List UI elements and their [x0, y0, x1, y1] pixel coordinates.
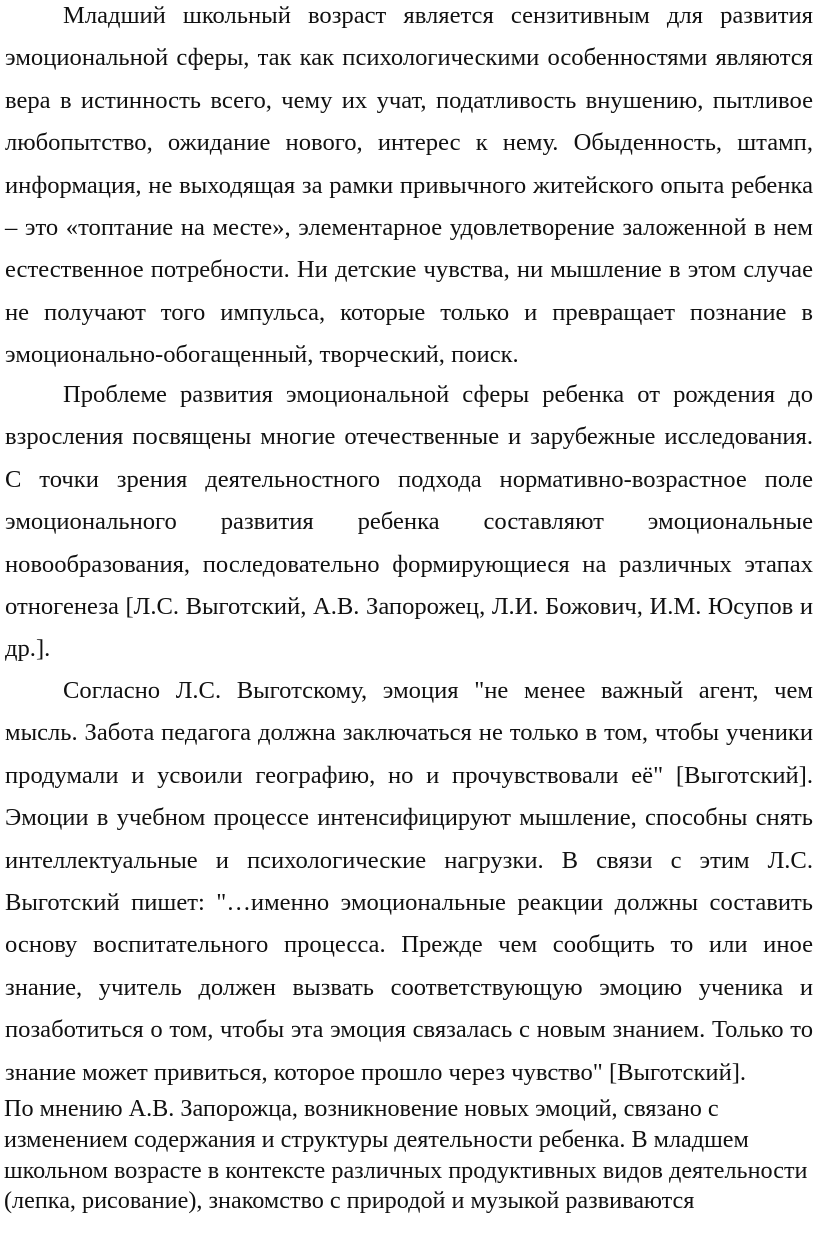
paragraph-research-overview: Проблеме развития эмоциональной сферы ребенка от рождения до взросления посвящены многие отечественные и зарубежные исследования. С точки зрения деятельностного подхода нормативно-возрастное поле эмоционального развития ребенка составляют эмоциональные новообразования, последовательно формирующиеся на различных этапах отногенеза [Л.С. Выготский, А.В. Запорожец, Л.И. Божович, И.М. Юсупов и др.]. — [5, 381, 813, 663]
paragraph-vygotsky-emotion: Согласно Л.С. Выготскому, эмоция "не менее важный агент, чем мысль. Забота педагога должна заключаться не только в том, чтобы ученики продумали и усвоили географию, но и прочувствовали её" [Выготский]. Эмоции в учебном процессе интенсифицируют мышление, способны снять интеллектуальные и психологические нагрузки. В связи с этим Л.С. Выготский пишет: "…именно эмоциональные реакции должны составить основу воспитательного процесса. Прежде чем сообщить то или иное знание, учитель должен вызвать соответствующую эмоцию ученика и позаботиться о том, чтобы эта эмоция связалась с новым знанием. Только то знание может привиться, которое прошло через чувство" [Выготский]. — [5, 677, 813, 1086]
paragraph-sensitive-age: Младший школьный возраст является сензитивным для развития эмоциональной сферы, так как психологическими особенностями являются вера в истинность всего, чему их учат, податливость внушению, пытливое любопытство, ожидание нового, интерес к нему. Обыденность, штамп, информация, не выходящая за рамки привычного житейского опыта ребенка – это «топтание на месте», элементарное удовлетворение заложенной в нем естественное потребности. Ни детские чувства, ни мышление в этом случае не получают того импульса, которые только и превращает познание в эмоционально-обогащенный, творческий, поиск. — [5, 2, 813, 369]
paragraph-zaporozhets: По мнению А.В. Запорожца, возникновение новых эмоций, связано с изменением содержания и структуры деятельности ребенка. В младшем школьном возрасте в контексте различных продуктивных видов деятельности (лепка, рисование), знакомство с природой и музыкой развиваются — [4, 1095, 808, 1215]
